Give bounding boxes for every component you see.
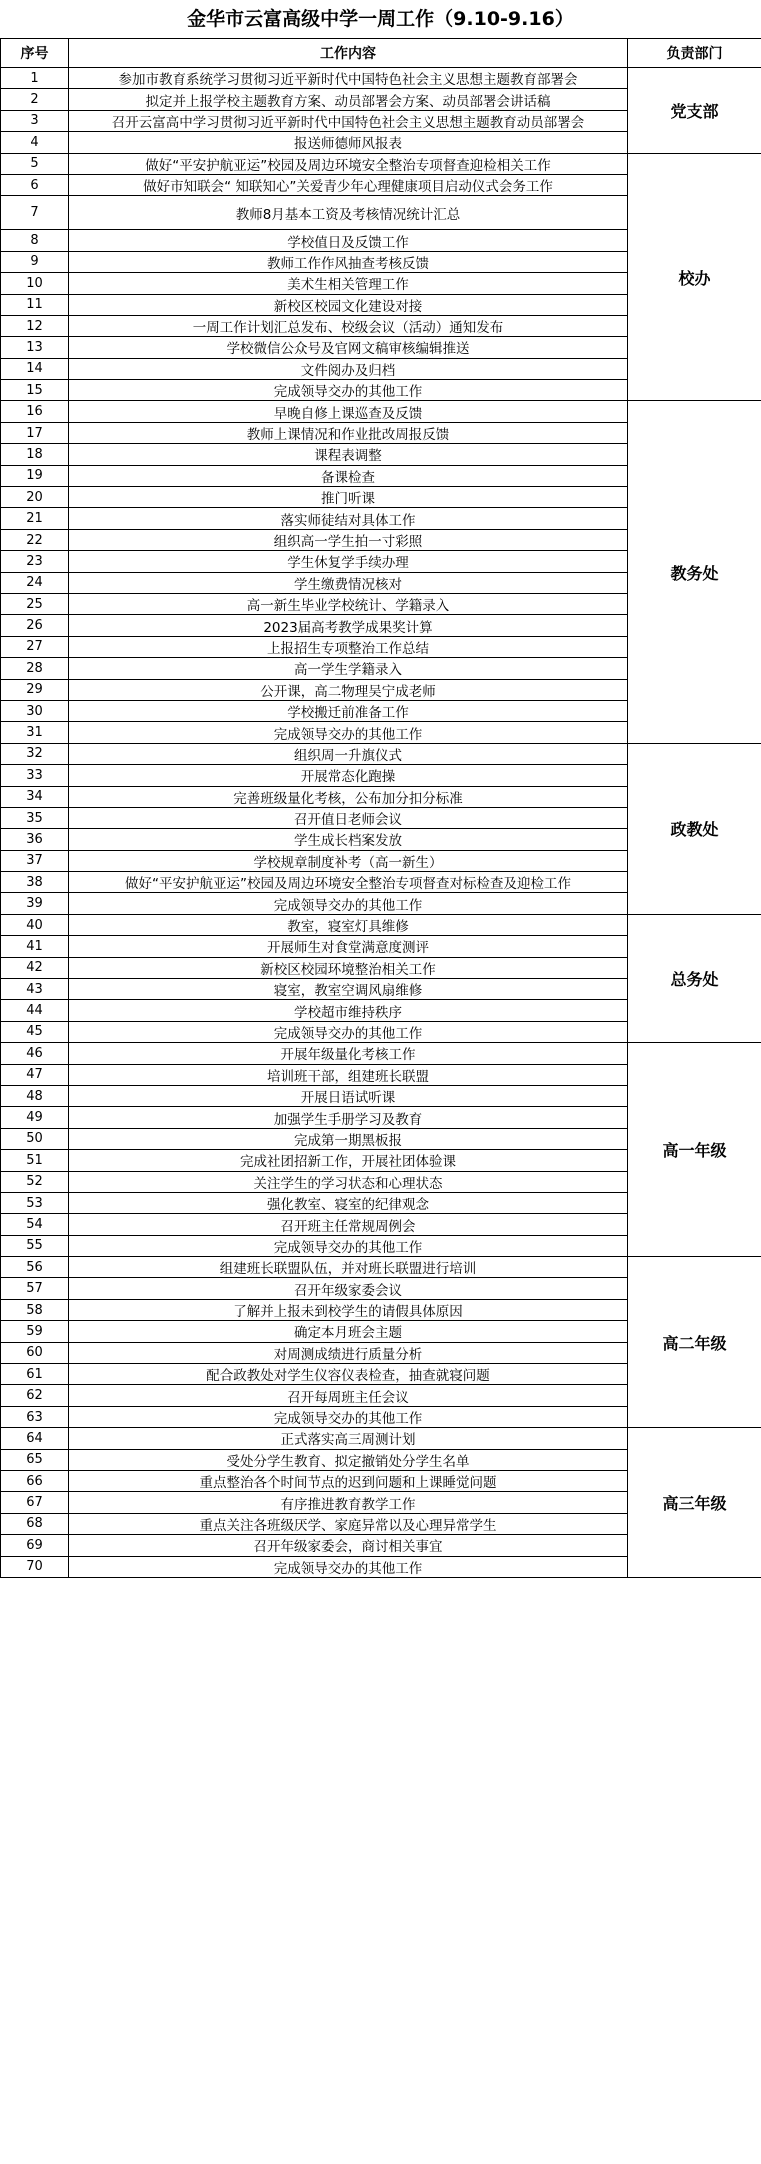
row-number: 62 (1, 1385, 69, 1406)
header-dept: 负责部门 (628, 39, 761, 68)
task-content: 重点整治各个时间节点的迟到问题和上课睡觉问题 (69, 1471, 628, 1492)
table-header-row (1, 39, 761, 68)
task-content: 召开年级家委会议 (69, 1278, 628, 1299)
task-content: 完成领导交办的其他工作 (69, 1021, 628, 1042)
row-number: 68 (1, 1513, 69, 1534)
department-cell: 教务处 (628, 401, 761, 743)
row-number: 69 (1, 1535, 69, 1556)
row-number: 51 (1, 1150, 69, 1171)
task-content: 新校区校园文化建设对接 (69, 294, 628, 315)
row-number: 47 (1, 1064, 69, 1085)
task-content: 完成领导交办的其他工作 (69, 1556, 628, 1577)
row-number: 13 (1, 337, 69, 358)
task-content: 新校区校园环境整治相关工作 (69, 957, 628, 978)
row-number: 23 (1, 551, 69, 572)
row-number: 6 (1, 174, 69, 195)
task-content: 公开课，高二物理吴宁成老师 (69, 679, 628, 700)
row-number: 61 (1, 1364, 69, 1385)
row-number: 65 (1, 1449, 69, 1470)
row-number: 30 (1, 700, 69, 721)
row-number: 3 (1, 110, 69, 131)
row-number: 4 (1, 132, 69, 153)
task-content: 文件阅办及归档 (69, 358, 628, 379)
task-content: 推门听课 (69, 487, 628, 508)
row-number: 2 (1, 89, 69, 110)
row-number: 53 (1, 1192, 69, 1213)
task-content: 培训班干部，组建班长联盟 (69, 1064, 628, 1085)
task-content: 报送师德师风报表 (69, 132, 628, 153)
task-content: 开展日语试听课 (69, 1085, 628, 1106)
task-content: 学校搬迁前准备工作 (69, 700, 628, 721)
row-number: 56 (1, 1257, 69, 1278)
task-content: 学校规章制度补考（高一新生） (69, 850, 628, 871)
task-content: 拟定并上报学校主题教育方案、动员部署会方案、动员部署会讲话稿 (69, 89, 628, 110)
task-content: 做好“平安护航亚运”校园及周边环境安全整治专项督查对标检查及迎检工作 (69, 872, 628, 893)
row-number: 34 (1, 786, 69, 807)
department-cell: 高二年级 (628, 1257, 761, 1428)
task-content: 学生休复学手续办理 (69, 551, 628, 572)
row-number: 35 (1, 807, 69, 828)
header-task: 工作内容 (69, 39, 628, 68)
task-content: 备课检查 (69, 465, 628, 486)
row-number: 55 (1, 1235, 69, 1256)
row-number: 59 (1, 1321, 69, 1342)
task-content: 参加市教育系统学习贯彻习近平新时代中国特色社会主义思想主题教育部署会 (69, 68, 628, 89)
task-content: 完成第一期黑板报 (69, 1128, 628, 1149)
table-body (1, 68, 761, 1578)
task-content: 高一新生毕业学校统计、学籍录入 (69, 593, 628, 614)
row-number: 25 (1, 593, 69, 614)
row-number: 41 (1, 936, 69, 957)
row-number: 24 (1, 572, 69, 593)
table-row (1, 914, 761, 935)
task-content: 有序推进教育教学工作 (69, 1492, 628, 1513)
task-content: 正式落实高三周测计划 (69, 1428, 628, 1449)
task-content: 开展常态化跑操 (69, 765, 628, 786)
task-content: 教师上课情况和作业批改周报反馈 (69, 422, 628, 443)
department-cell: 总务处 (628, 914, 761, 1042)
department-cell: 校办 (628, 153, 761, 401)
row-number: 40 (1, 914, 69, 935)
row-number: 45 (1, 1021, 69, 1042)
row-number: 49 (1, 1107, 69, 1128)
header-seq: 序号 (1, 39, 69, 68)
row-number: 14 (1, 358, 69, 379)
row-number: 64 (1, 1428, 69, 1449)
task-content: 学校超市维持秩序 (69, 1000, 628, 1021)
row-number: 26 (1, 615, 69, 636)
row-number: 42 (1, 957, 69, 978)
table-row (1, 153, 761, 174)
row-number: 58 (1, 1299, 69, 1320)
task-content: 召开班主任常规周例会 (69, 1214, 628, 1235)
task-content: 课程表调整 (69, 444, 628, 465)
task-content: 开展师生对食堂满意度测评 (69, 936, 628, 957)
row-number: 27 (1, 636, 69, 657)
row-number: 33 (1, 765, 69, 786)
task-content: 寝室，教室空调风扇维修 (69, 979, 628, 1000)
task-content: 美术生相关管理工作 (69, 273, 628, 294)
task-content: 关注学生的学习状态和心理状态 (69, 1171, 628, 1192)
task-content: 加强学生手册学习及教育 (69, 1107, 628, 1128)
row-number: 66 (1, 1471, 69, 1492)
department-cell: 党支部 (628, 68, 761, 154)
row-number: 43 (1, 979, 69, 1000)
row-number: 28 (1, 658, 69, 679)
task-content: 完成领导交办的其他工作 (69, 380, 628, 401)
row-number: 15 (1, 380, 69, 401)
task-content: 完成领导交办的其他工作 (69, 1406, 628, 1427)
row-number: 32 (1, 743, 69, 764)
row-number: 19 (1, 465, 69, 486)
row-number: 52 (1, 1171, 69, 1192)
table-row (1, 1428, 761, 1449)
row-number: 38 (1, 872, 69, 893)
task-content: 完成领导交办的其他工作 (69, 722, 628, 743)
task-content: 做好“平安护航亚运”校园及周边环境安全整治专项督查迎检相关工作 (69, 153, 628, 174)
task-content: 落实师徒结对具体工作 (69, 508, 628, 529)
task-content: 确定本月班会主题 (69, 1321, 628, 1342)
row-number: 10 (1, 273, 69, 294)
task-content: 学校微信公众号及官网文稿审核编辑推送 (69, 337, 628, 358)
row-number: 21 (1, 508, 69, 529)
task-content: 对周测成绩进行质量分析 (69, 1342, 628, 1363)
task-content: 完成社团招新工作，开展社团体验课 (69, 1150, 628, 1171)
task-content: 学生缴费情况核对 (69, 572, 628, 593)
task-content: 召开年级家委会，商讨相关事宜 (69, 1535, 628, 1556)
task-content: 召开云富高中学习贯彻习近平新时代中国特色社会主义思想主题教育动员部署会 (69, 110, 628, 131)
task-content: 召开值日老师会议 (69, 807, 628, 828)
task-content: 了解并上报未到校学生的请假具体原因 (69, 1299, 628, 1320)
row-number: 63 (1, 1406, 69, 1427)
row-number: 8 (1, 230, 69, 251)
row-number: 67 (1, 1492, 69, 1513)
department-cell: 高三年级 (628, 1428, 761, 1578)
department-cell: 政教处 (628, 743, 761, 914)
row-number: 50 (1, 1128, 69, 1149)
row-number: 31 (1, 722, 69, 743)
row-number: 29 (1, 679, 69, 700)
task-content: 2023届高考教学成果奖计算 (69, 615, 628, 636)
task-content: 组织周一升旗仪式 (69, 743, 628, 764)
task-content: 组建班长联盟队伍，并对班长联盟进行培训 (69, 1257, 628, 1278)
row-number: 5 (1, 153, 69, 174)
table-row (1, 68, 761, 89)
page-title: 金华市云富高级中学一周工作（9.10-9.16） (187, 8, 574, 30)
row-number: 60 (1, 1342, 69, 1363)
task-content: 受处分学生教育、拟定撤销处分学生名单 (69, 1449, 628, 1470)
task-content: 完成领导交办的其他工作 (69, 1235, 628, 1256)
task-content: 强化教室、寝室的纪律观念 (69, 1192, 628, 1213)
row-number: 22 (1, 529, 69, 550)
task-content: 组织高一学生拍一寸彩照 (69, 529, 628, 550)
table-row (1, 1257, 761, 1278)
task-content: 上报招生专项整治工作总结 (69, 636, 628, 657)
row-number: 39 (1, 893, 69, 914)
row-number: 46 (1, 1043, 69, 1064)
row-number: 12 (1, 315, 69, 336)
table-row (1, 1043, 761, 1064)
row-number: 54 (1, 1214, 69, 1235)
task-content: 高一学生学籍录入 (69, 658, 628, 679)
task-content: 一周工作计划汇总发布、校级会议（活动）通知发布 (69, 315, 628, 336)
task-content: 教师工作作风抽查考核反馈 (69, 251, 628, 272)
row-number: 18 (1, 444, 69, 465)
row-number: 20 (1, 487, 69, 508)
task-content: 做好市知联会“ 知联知心”关爱青少年心理健康项目启动仪式会务工作 (69, 174, 628, 195)
row-number: 1 (1, 68, 69, 89)
task-content: 学生成长档案发放 (69, 829, 628, 850)
row-number: 70 (1, 1556, 69, 1577)
task-content: 完成领导交办的其他工作 (69, 893, 628, 914)
table-row (1, 401, 761, 422)
task-content: 召开每周班主任会议 (69, 1385, 628, 1406)
row-number: 36 (1, 829, 69, 850)
row-number: 7 (1, 196, 69, 230)
row-number: 9 (1, 251, 69, 272)
weekly-work-table (0, 38, 761, 1578)
task-content: 早晚自修上课巡查及反馈 (69, 401, 628, 422)
row-number: 11 (1, 294, 69, 315)
row-number: 48 (1, 1085, 69, 1106)
task-content: 学校值日及反馈工作 (69, 230, 628, 251)
row-number: 17 (1, 422, 69, 443)
row-number: 37 (1, 850, 69, 871)
task-content: 重点关注各班级厌学、家庭异常以及心理异常学生 (69, 1513, 628, 1534)
task-content: 配合政教处对学生仪容仪表检查，抽查就寝问题 (69, 1364, 628, 1385)
table-row (1, 743, 761, 764)
task-content: 教师8月基本工资及考核情况统计汇总 (69, 196, 628, 230)
department-cell: 高一年级 (628, 1043, 761, 1257)
task-content: 开展年级量化考核工作 (69, 1043, 628, 1064)
row-number: 44 (1, 1000, 69, 1021)
row-number: 57 (1, 1278, 69, 1299)
task-content: 完善班级量化考核，公布加分扣分标准 (69, 786, 628, 807)
task-content: 教室，寝室灯具维修 (69, 914, 628, 935)
row-number: 16 (1, 401, 69, 422)
